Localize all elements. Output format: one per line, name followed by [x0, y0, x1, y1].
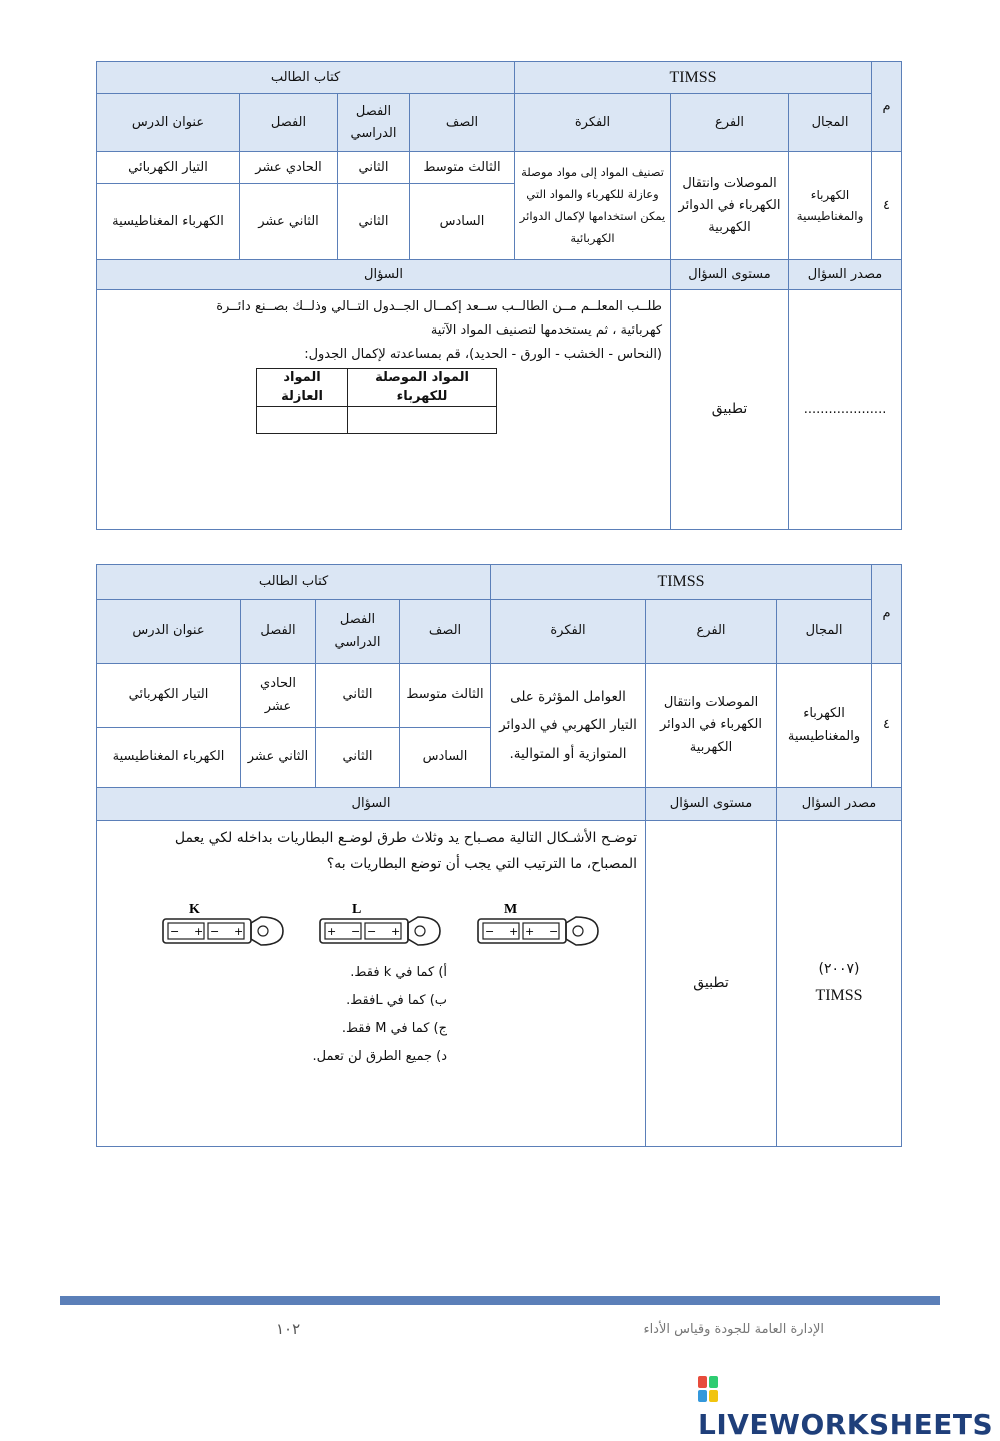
source-year: (٢٠٠٧) — [818, 961, 860, 977]
page-number: ١٠٢ — [276, 1320, 301, 1338]
level-header: مستوى السؤال — [671, 260, 789, 290]
chapter-cell: الثاني عشر — [240, 184, 338, 260]
question-line: توضـح الأشـكال التالية مصـباح يد وثلاث طرق لوضـع البطاريات بداخله لكي يعمل — [174, 830, 638, 846]
question-header: السؤال — [97, 260, 671, 290]
flashlight-label-k: K — [189, 901, 201, 917]
svg-text:−: − — [170, 924, 180, 938]
grade-cell: الثالث متوسط — [400, 664, 491, 728]
col-idea-header: الفكرة — [515, 94, 671, 152]
col-grade-header: الصف — [410, 94, 515, 152]
source-value: .................... — [789, 290, 902, 530]
flashlight-label-m: M — [503, 901, 518, 917]
col-grade-header: الصف — [400, 600, 491, 664]
conductors-answer-cell[interactable] — [348, 406, 497, 433]
lesson-cell: التيار الكهربائي — [97, 152, 240, 184]
footer-organization: الإدارة العامة للجودة وقياس الأداء — [643, 1322, 824, 1337]
col-number-header: م — [872, 565, 902, 664]
row-number: ٤ — [872, 152, 902, 260]
col-lesson-header: عنوان الدرس — [97, 600, 241, 664]
question-card-2 — [96, 564, 902, 1147]
col-idea-header: الفكرة — [491, 600, 646, 664]
insulators-answer-cell[interactable] — [257, 406, 348, 433]
grade-cell: الثالث متوسط — [410, 152, 515, 184]
idea-cell: العوامل المؤثرة على التيار الكهربي في الدوائر المتوازية أو المتوالية. — [491, 664, 646, 788]
option-d[interactable]: د) جميع الطرق لن تعمل. — [312, 1048, 448, 1064]
row-number: ٤ — [872, 664, 902, 788]
flashlight-figures — [145, 899, 617, 954]
svg-text:+: + — [234, 924, 244, 938]
option-a[interactable]: أ) كما في k فقط. — [350, 964, 448, 980]
branch-cell: الموصلات وانتقال الكهرباء في الدوائر الكهربية — [671, 152, 789, 260]
timss-header: TIMSS — [515, 62, 872, 94]
question-line: (النحاس - الخشب - الورق - الحديد)، قم بمساعدته لإكمال الجدول: — [304, 347, 663, 363]
flashlight-label-l: L — [352, 901, 362, 917]
col-number-header: م — [872, 62, 902, 152]
level-header: مستوى السؤال — [646, 788, 777, 821]
grade-cell: السادس — [410, 184, 515, 260]
liveworksheets-logo — [698, 1375, 1000, 1441]
source-value — [777, 821, 902, 1147]
col-branch-header: الفرع — [671, 94, 789, 152]
svg-text:−: − — [351, 924, 361, 938]
chapter-cell: الحادي عشر — [241, 664, 316, 728]
svg-text:−: − — [210, 924, 220, 938]
timss-header: TIMSS — [491, 565, 872, 600]
domain-cell: الكهرباء والمغناطيسية — [777, 664, 872, 788]
question-line: المصباح، ما الترتيب التي يجب أن توضع البطاريات به؟ — [326, 855, 638, 872]
option-c[interactable]: ج) كما في M فقط. — [341, 1020, 448, 1036]
question-line: طلــب المعلــم مــن الطالــب ســعد إكمــال الجــدول التــالي وذلــك بصــنع دائــرة — [216, 299, 663, 315]
flashlight-m-figure — [476, 899, 601, 954]
col-domain-header: المجال — [789, 94, 872, 152]
flashlight-k-figure — [161, 899, 286, 954]
source-header: مصدر السؤال — [789, 260, 902, 290]
chapter-cell: الحادي عشر — [240, 152, 338, 184]
col-semester-header: الفصل الدراسي — [338, 94, 410, 152]
col-semester-header: الفصل الدراسي — [316, 600, 400, 664]
svg-text:+: + — [327, 924, 337, 938]
col-chapter-header: الفصل — [241, 600, 316, 664]
question-body — [97, 290, 671, 530]
student-book-header: كتاب الطالب — [97, 565, 491, 600]
answer-options — [105, 962, 447, 1068]
level-value: تطبيق — [646, 821, 777, 1147]
question-header: السؤال — [97, 788, 646, 821]
col-domain-header: المجال — [777, 600, 872, 664]
classification-table — [256, 368, 497, 433]
question-line: كهربائية ، ثم يستخدمها لتصنيف المواد الآتية — [430, 323, 663, 339]
lesson-cell: الكهرباء المغناطيسية — [97, 728, 241, 788]
col-chapter-header: الفصل — [240, 94, 338, 152]
question-body — [97, 821, 646, 1147]
svg-text:+: + — [194, 924, 204, 938]
svg-text:−: − — [548, 924, 559, 938]
semester-cell: الثاني — [316, 728, 400, 788]
logo-badge-icon — [698, 1375, 720, 1403]
svg-text:+: + — [508, 924, 519, 938]
level-value: تطبيق — [671, 290, 789, 530]
student-book-header: كتاب الطالب — [97, 62, 515, 94]
col-branch-header: الفرع — [646, 600, 777, 664]
semester-cell: الثاني — [316, 664, 400, 728]
svg-text:−: − — [484, 924, 495, 938]
source-header: مصدر السؤال — [777, 788, 902, 821]
source-name: TIMSS — [815, 986, 863, 1004]
conductors-header: المواد الموصلة للكهرباء — [348, 369, 497, 406]
branch-cell: الموصلات وانتقال الكهرباء في الدوائر الكهربية — [646, 664, 777, 788]
col-lesson-header: عنوان الدرس — [97, 94, 240, 152]
semester-cell: الثاني — [338, 152, 410, 184]
lesson-cell: التيار الكهربائي — [97, 664, 241, 728]
chapter-cell: الثاني عشر — [241, 728, 316, 788]
semester-cell: الثاني — [338, 184, 410, 260]
grade-cell: السادس — [400, 728, 491, 788]
insulators-header: المواد العازلة — [257, 369, 348, 406]
svg-text:+: + — [524, 924, 535, 938]
question-card-1 — [96, 61, 902, 530]
flashlight-l-figure — [318, 899, 443, 954]
domain-cell: الكهرباء والمغناطيسية — [789, 152, 872, 260]
lesson-cell: الكهرباء المغناطيسية — [97, 184, 240, 260]
option-b[interactable]: ب) كما في Lفقط. — [346, 992, 448, 1008]
svg-text:−: − — [367, 924, 377, 938]
idea-cell: تصنيف المواد إلى مواد موصلة وعازلة للكهرباء والمواد التي يمكن استخدامها لإكمال الدوائر الكهربائية — [515, 152, 671, 260]
footer-divider — [60, 1296, 940, 1305]
logo-text: LIVEWORKSHEETS — [698, 1408, 994, 1441]
svg-text:+: + — [391, 924, 401, 938]
